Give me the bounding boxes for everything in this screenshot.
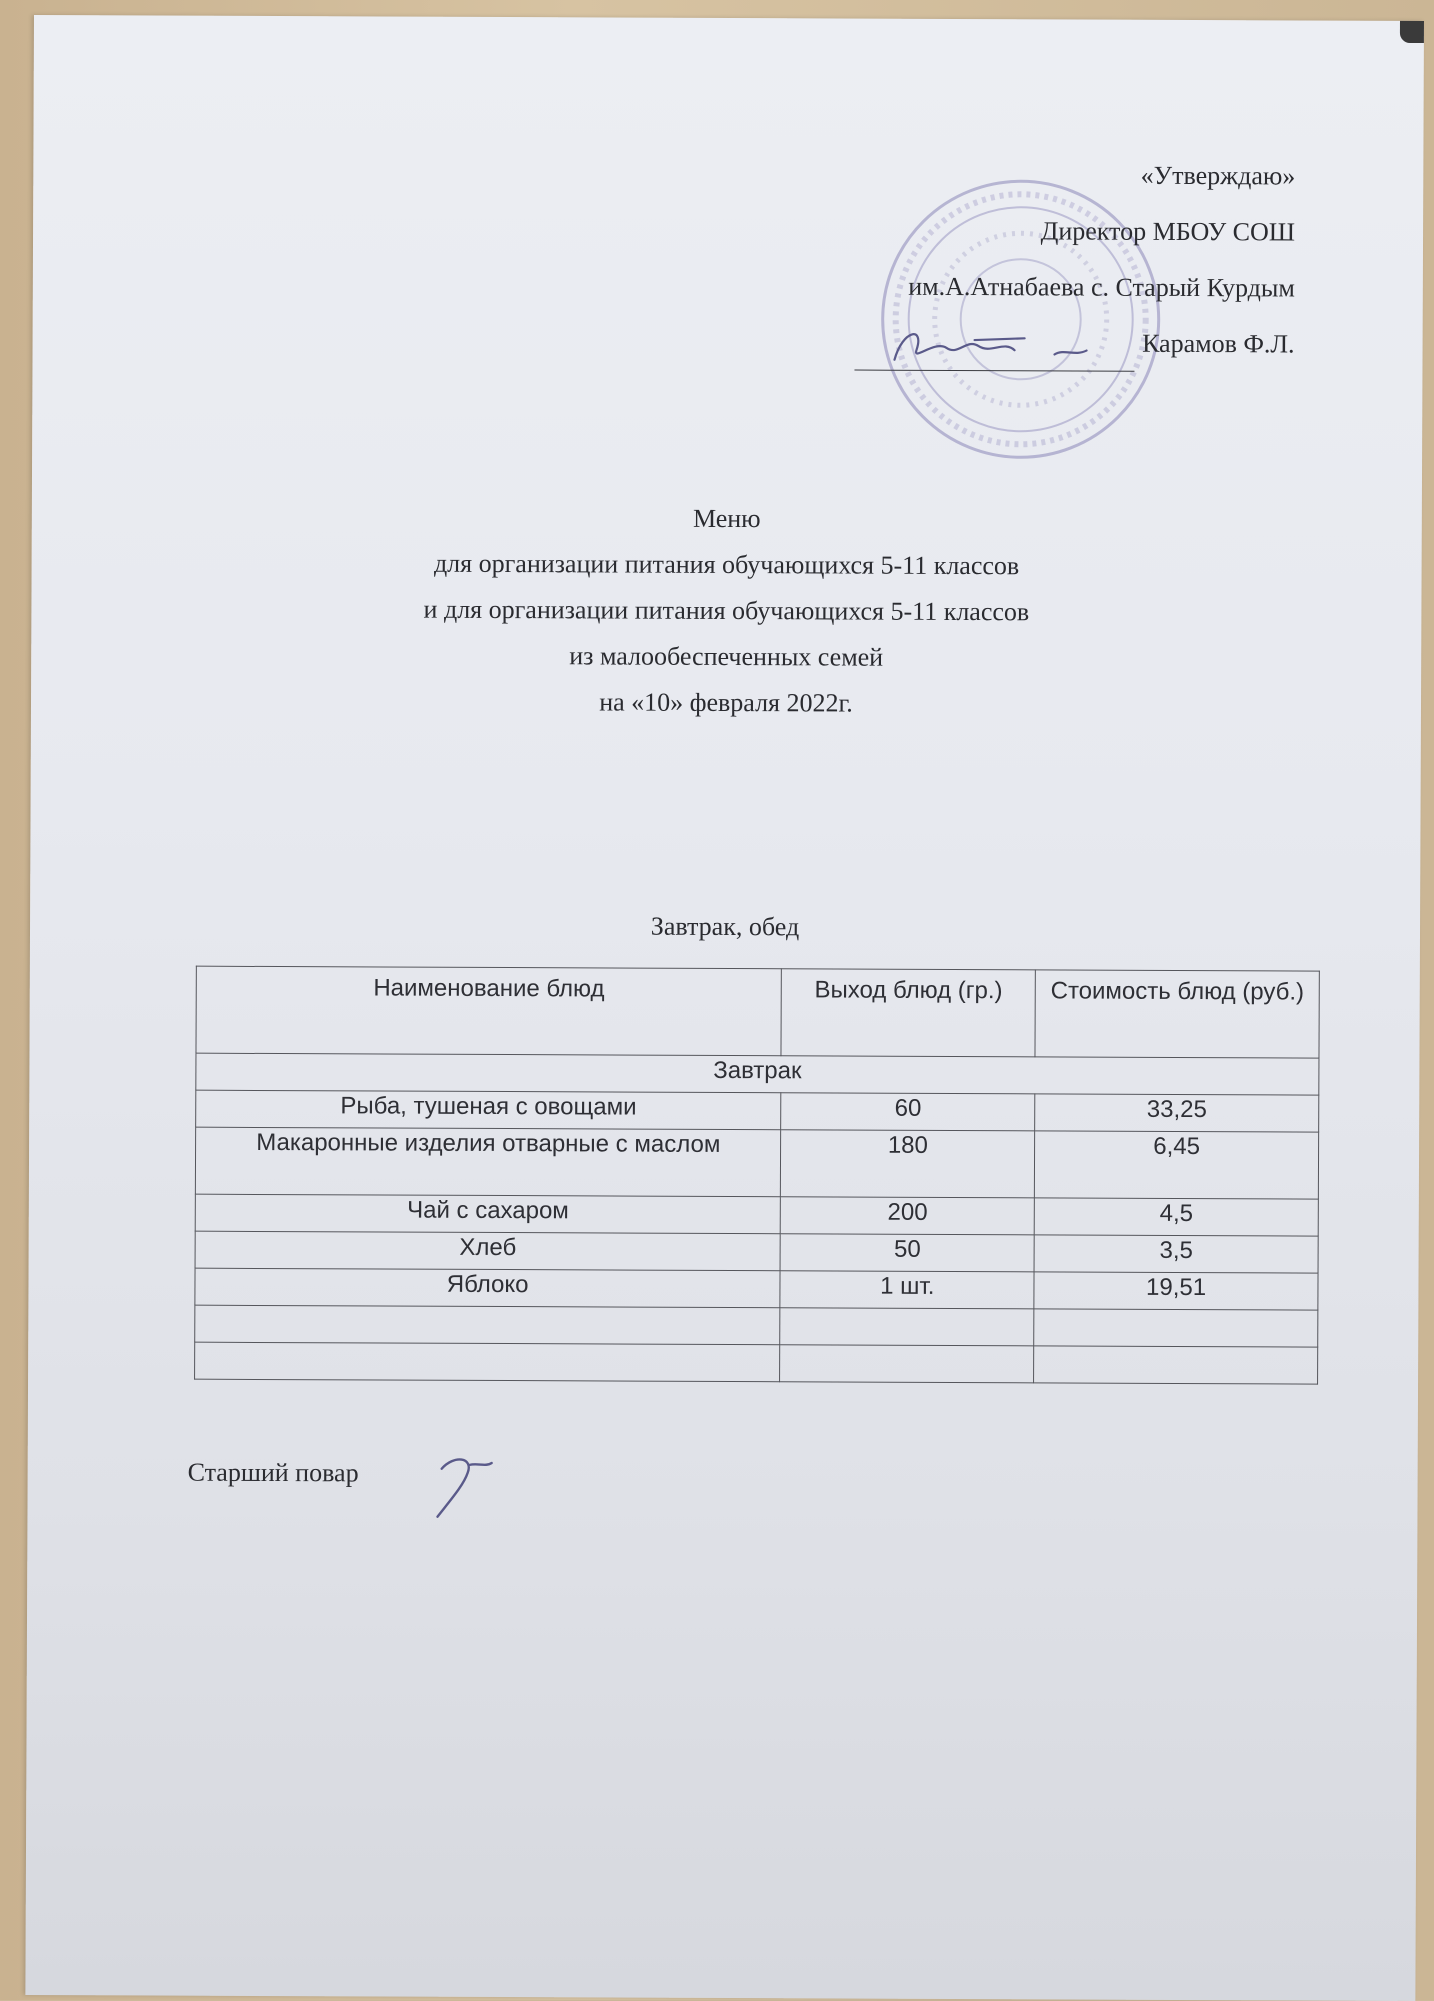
- approval-position: Директор МБОУ СОШ: [1040, 216, 1296, 247]
- yield-cell: 50: [780, 1234, 1034, 1272]
- cost-cell: 4,5: [1034, 1198, 1318, 1236]
- dish-name-cell: Чай с сахаром: [195, 1194, 781, 1234]
- header-date: на «10» февраля 2022г.: [599, 687, 853, 718]
- group-label: Завтрак: [196, 1053, 1319, 1095]
- yield-cell: [780, 1345, 1034, 1383]
- approval-heading: «Утверждаю»: [1140, 160, 1296, 191]
- yield-cell: 60: [781, 1093, 1035, 1131]
- approval-school: им.А.Атнабаева с. Старый Курдым: [908, 271, 1295, 303]
- director-signature: [854, 320, 1134, 371]
- yield-cell: 180: [781, 1130, 1035, 1198]
- cost-cell: 19,51: [1034, 1272, 1318, 1310]
- table-group-row: [196, 1053, 1319, 1095]
- signature-line: [854, 334, 1134, 372]
- dish-name-cell: [195, 1342, 781, 1382]
- column-header-dish: Наименование блюд: [196, 966, 782, 1056]
- section-title: Завтрак, обед: [650, 911, 800, 942]
- header-line-2: и для организации питания обучающихся 5-11 классов: [423, 594, 1030, 627]
- table-header-row: [196, 966, 1319, 1058]
- approval-block: [854, 147, 1295, 373]
- yield-cell: 1 шт.: [780, 1271, 1034, 1309]
- table-row: [196, 1090, 1319, 1132]
- document-title: Меню: [692, 503, 761, 534]
- chef-label: Старший повар: [187, 1457, 359, 1488]
- cost-cell: 33,25: [1035, 1094, 1319, 1132]
- approval-signature-row: [854, 315, 1295, 373]
- yield-cell: [780, 1308, 1034, 1346]
- yield-cell: 200: [781, 1197, 1035, 1235]
- cost-cell: [1034, 1346, 1318, 1384]
- table-row: [195, 1194, 1318, 1236]
- document-header: [31, 493, 1422, 729]
- document-page: [25, 15, 1424, 2001]
- dish-name-cell: Яблоко: [195, 1268, 781, 1308]
- cost-cell: 6,45: [1035, 1131, 1319, 1199]
- column-header-yield: Выход блюд (гр.): [781, 969, 1035, 1057]
- cost-cell: 3,5: [1034, 1235, 1318, 1273]
- menu-table: [194, 966, 1320, 1385]
- dish-name-cell: Макаронные изделия отварные с маслом: [195, 1127, 781, 1197]
- chef-signature: [429, 1447, 509, 1527]
- dish-name-cell: Хлеб: [195, 1231, 781, 1271]
- header-line-3: из малообеспеченных семей: [569, 641, 884, 672]
- table-row-empty: [195, 1305, 1318, 1347]
- dish-name-cell: [195, 1305, 781, 1345]
- table-row: [195, 1268, 1318, 1310]
- cost-cell: [1034, 1309, 1318, 1347]
- table-row: [195, 1127, 1318, 1199]
- table-row-empty: [195, 1342, 1318, 1384]
- table-row: [195, 1231, 1318, 1273]
- page-corner-shadow: [1400, 21, 1424, 43]
- signer-name: Карамов Ф.Л.: [1142, 328, 1295, 359]
- dish-name-cell: Рыба, тушеная с овощами: [196, 1090, 782, 1130]
- header-line-1: для организации питания обучающихся 5-11 классов: [433, 548, 1020, 581]
- column-header-cost: Стоимость блюд (руб.): [1035, 970, 1319, 1058]
